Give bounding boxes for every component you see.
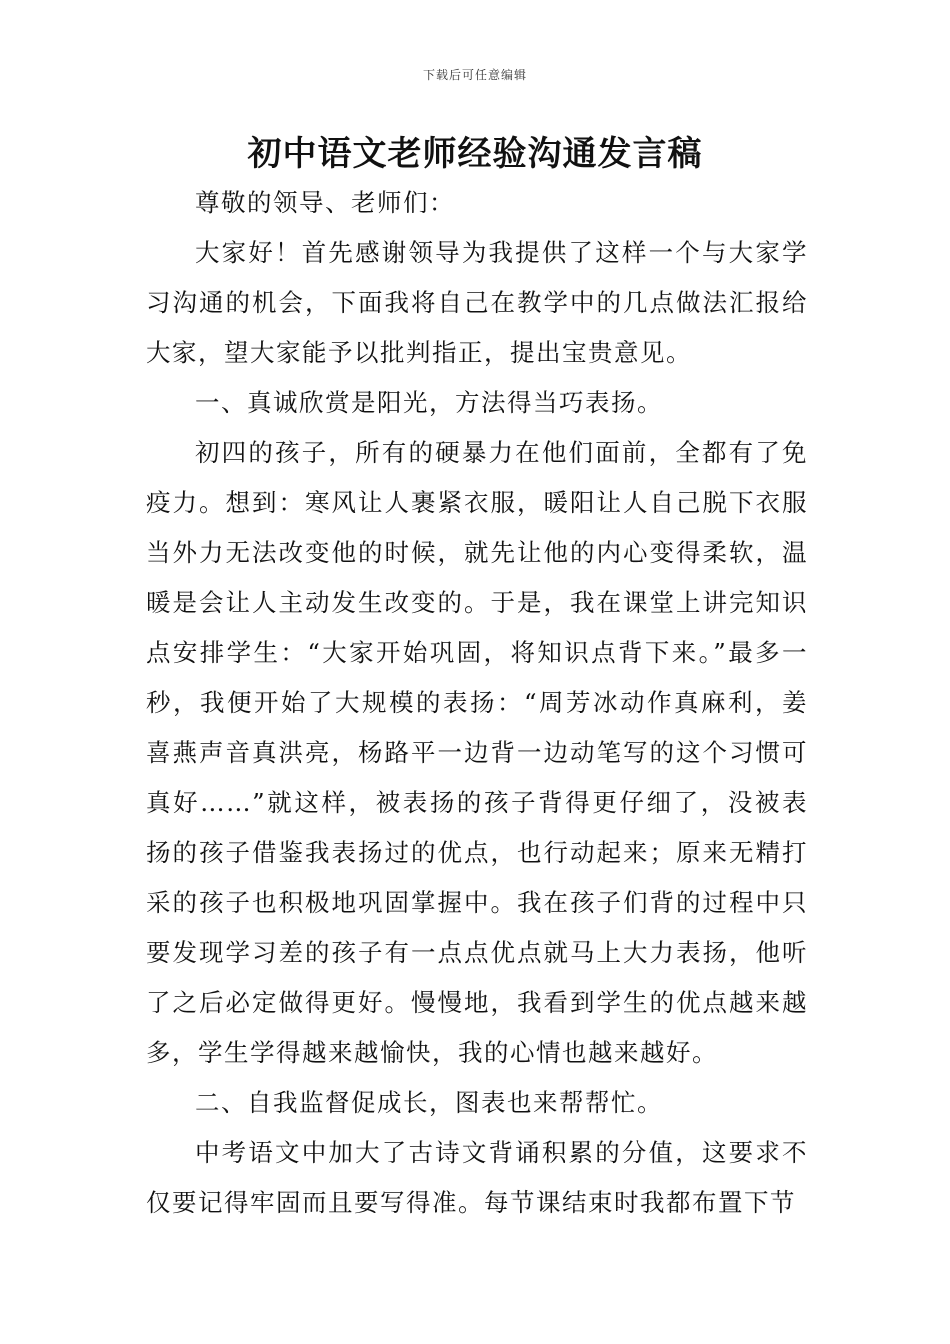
header-note: 下载后可任意编辑 bbox=[422, 68, 527, 82]
document-title: 初中语文老师经验沟通发言稿 bbox=[247, 134, 703, 174]
paragraph-greeting: 尊敬的领导、老师们： bbox=[195, 188, 455, 217]
section-heading-2: 二、自我监督促成长，图表也来帮帮忙。 bbox=[195, 1088, 663, 1117]
paragraph-intro: 大家好！首先感谢领导为我提供了这样一个与大家学习沟通的机会，下面我将自己在教学中的几点做法汇报给大家，望大家能予以批判指正，提出宝贵意见。 bbox=[146, 238, 808, 367]
paragraph-section-2: 中考语文中加大了古诗文背诵积累的分值，这要求不仅要记得牢固而且要写得准。每节课结束时我都布置下节 bbox=[146, 1138, 808, 1217]
paragraph-section-1: 初四的孩子，所有的硬暴力在他们面前，全都有了免疫力。想到：寒风让人裹紧衣服，暖阳让人自己脱下衣服当外力无法改变他的时候，就先让他的内心变得柔软，温暖是会让人主动发生改变的。于是，我在课堂上讲完知识点安排学生：“大家开始巩固，将知识点背下来。”最多一秒，我便开始了大规模的表扬：“周芳冰动作真麻利，姜喜燕声音真洪亮，杨路平一边背一边动笔写的这个习惯可真好……”就这样，被表扬的孩子背得更仔细了，没被表扬的孩子借鉴我表扬过的优点，也行动起来；原来无精打采的孩子也积极地巩固掌握中。我在孩子们背的过程中只要发现学习差的孩子有一点点优点就马上大力表扬，他听了之后必定做得更好。慢慢地，我看到学生的优点越来越多，学生学得越来越愉快，我的心情也越来越好。 bbox=[146, 438, 808, 1067]
document-body bbox=[146, 178, 808, 1228]
section-heading-1: 一、真诚欣赏是阳光，方法得当巧表扬。 bbox=[195, 388, 663, 417]
